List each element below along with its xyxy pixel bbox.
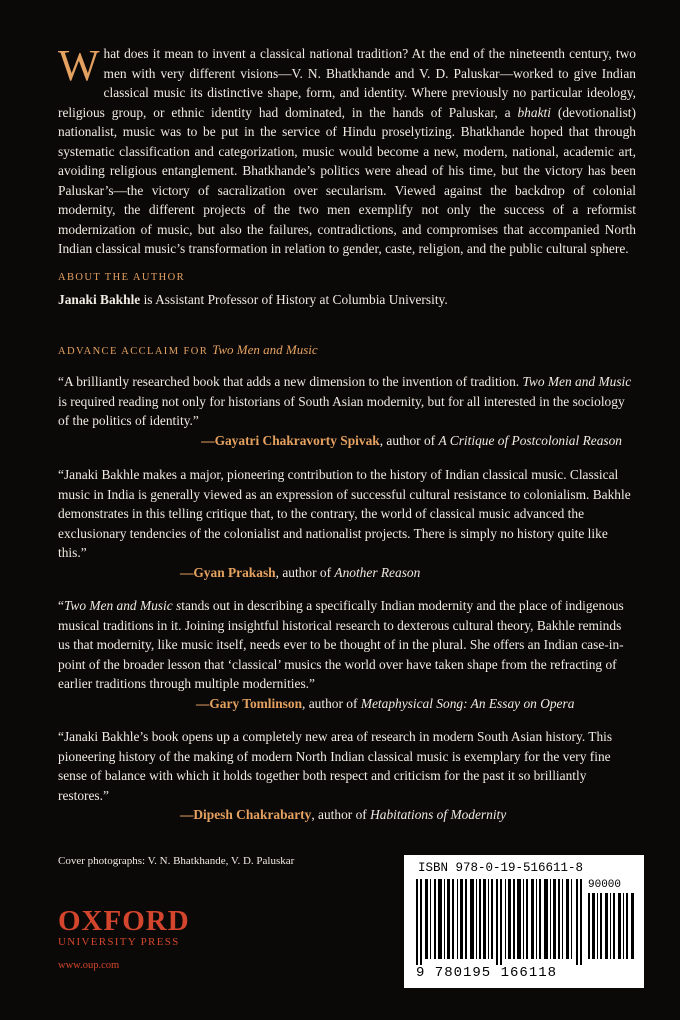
barcode-number: 9 780195 166118 [416,965,558,981]
isbn-barcode [404,855,644,988]
drop-cap: W [58,41,100,90]
author-name: Janaki Bakhle [58,292,141,307]
about-author-label: ABOUT THE AUTHOR [58,272,186,283]
quote-attribution: —Gyan Prakash, author of Another Reason [180,564,421,580]
author-bio [58,292,448,308]
endorsement-quote [58,727,636,825]
publisher-name: OXFORD [58,905,190,937]
acclaim-label-text: ADVANCE ACCLAIM FOR [58,346,213,357]
author-bio-text: is Assistant Professor of History at Columbia University. [140,292,448,307]
blurb-text-after: (devotionalist) nationalist, music was to be put in the service of Hindu proselytizing. Bhatkhande hoped that through systematic classification and categorization, music would become a new, modern, national, academic art, avoiding religious entanglement. Bhatkhande’s politics were ahead of his time, but the victory has been Paluskar’s—the victory of sacralization over secularism. Viewed against the backdrop of colonial modernity, the different projects of the two men exemplify not only the success of a reformist modernization of music, but also the failures, contradictions, and compromises that accompanied North Indian classical music’s transformation in relation to gender, caste, religion, and the public cultural sphere. [58,104,636,256]
quote-text: “Janaki Bakhle makes a major, pioneering contribution to the history of Indian classical music. Classical music in India is generally viewed as an expression of successful cultural resistance to colonialism. Bakhle demonstrates in this telling critique that, to the contrary, the world of classical music advanced the exclusionary tendencies of the colonialist and nationalist projects. There is simply no history quite like this.” [58,467,631,560]
acclaim-book-title: Two Men and Music [212,342,318,357]
quote-text: “Two Men and Music stands out in describing a specifically Indian modernity and the place of indigenous musical traditions in it. Joining insightful historical research to dexterous cultural theory, Bakhle reminds us that modernity, like music itself, needs ever to be thought of in the plural. She offers an Indian case-in-point of the broader lesson that ‘classical’ musics the world over have taken shape from the refracting of earlier traditions through multiple modernities.” [58,598,624,691]
advance-acclaim-label [58,342,318,358]
isbn-text: ISBN 978-0-19-516611-8 [418,861,584,875]
quote-text: “Janaki Bakhle’s book opens up a completely new area of research in modern South Asian history. This pioneering history of the making of modern North Indian classical music is exemplary for the very fine sense of balance with which it holds together both respect and criticism for the past it so brilliantly restores.” [58,729,613,803]
quote-attribution: —Gayatri Chakravorty Spivak, author of A Critique of Postcolonial Reason [201,432,622,448]
description-blurb [58,41,636,259]
quote-attribution: —Gary Tomlinson, author of Metaphysical Song: An Essay on Opera [196,695,575,711]
barcode-main-bars [416,879,582,965]
barcode-addon-bars [588,893,634,959]
endorsement-quote [58,372,636,450]
endorsement-quote [58,465,636,582]
oxford-logo [58,906,190,948]
blurb-italic: bhakti [517,104,551,120]
cover-credit: Cover photographs: V. N. Bhatkhande, V. D. Paluskar [58,855,295,867]
quote-text: “A brilliantly researched book that adds a new dimension to the invention of tradition. Two Men and Music is required reading not only for historians of South Asian modernity, but for all interested in the sociology of the politics of identity.” [58,374,632,428]
blurb-text: hat does it mean to invent a classical national tradition? At the end of the nineteenth century, two men with very different visions—V. N. Bhatkhande and V. D. Paluskar—worked to give Indian classical music its distinctive shape, form, and identity. Where previously no particular ideology, religious group, or ethnic identity had dominated, in the hands of Paluskar, a [58,46,636,120]
quote-attribution: —Dipesh Chakrabarty, author of Habitations of Modernity [180,807,507,822]
publisher-sub: UNIVERSITY PRESS [58,936,180,948]
publisher-website: www.oup.com [58,960,120,971]
barcode-addon-number: 90000 [588,879,622,891]
endorsement-quote [58,596,636,713]
